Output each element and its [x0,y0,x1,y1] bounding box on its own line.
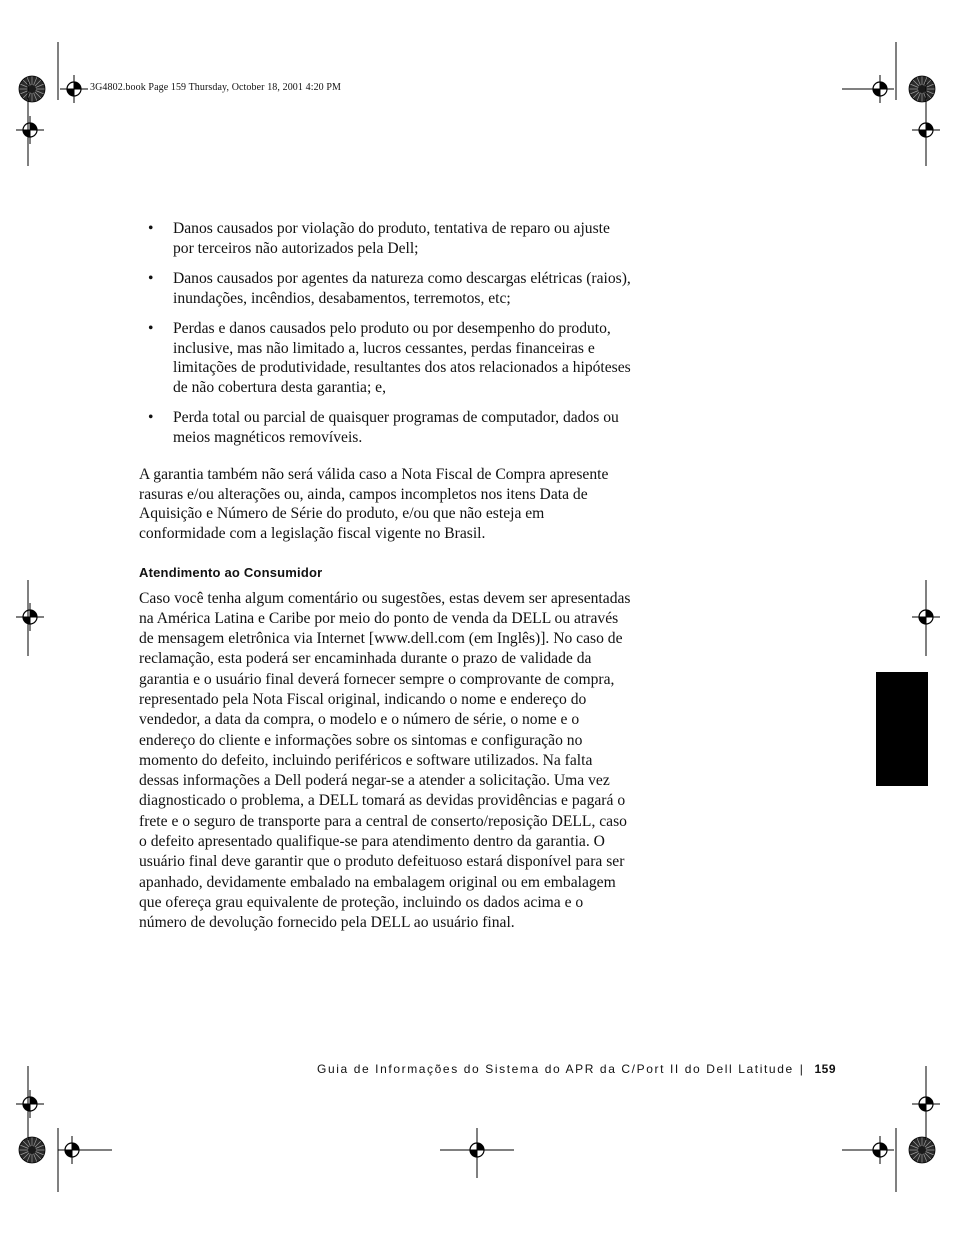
registration-starburst-top-right [909,76,935,102]
bullet-list [139,219,631,447]
crosshair-left-lower [16,1090,44,1118]
page-footer [317,1062,836,1076]
list-item-text: Danos causados por agentes da natureza como descargas elétricas (raios), inundações, incêndios, desabamentos, terremotos, etc; [173,270,631,307]
bullet-icon: • [148,220,154,237]
bullet-icon: • [148,409,154,426]
crosshair-left-upper [16,116,44,144]
list-item [139,408,631,447]
customer-service-paragraph: Caso você tenha algum comentário ou sugestões, estas devem ser apresentadas na América Latina e Caribe por meio do ponto de venda da DELL ou através de mensagem eletrônica via Internet [www.dell.com (em Inglês)]. No caso de reclamação, esta poderá ser encaminhada durante o prazo de validade da garantia e o usuário final deverá fornecer sempre o comprovante de compra, representado pela Nota Fiscal original, indicando o nome e endereço do vendedor, a data da compra, o modelo e o número de série, o nome e o endereço do cliente e informações sobre os sintomas e configuração no momento do defeito, incluindo periféricos e software utilizados. Na falta dessas informações a Dell poderá negar-se a atender a solicitação. Uma vez diagnosticado o problema, a DELL tomará as devidas providências e pagará o frete e o seguro de transporte para a central de conserto/reposição DELL, caso o defeito apresentado qualifique-se para atendimento dentro da garantia. O usuário final deve garantir que o produto defeituoso estará disponível para ser apanhado, devidamente embalado na embalagem original ou em embalagem que ofereça grau equivalente de proteção, incluindo os dados acima e o número de devolução fornecido pela DELL ao usuário final. [139,589,631,932]
bullet-icon: • [148,270,154,287]
section-heading: Atendimento ao Consumidor [139,565,323,580]
crosshair-top-left [60,75,88,103]
registration-starburst-top-left [19,76,45,102]
list-item [139,219,631,258]
registration-starburst-bottom-left [19,1137,45,1163]
page-number: 159 [814,1062,836,1076]
footer-title: Guia de Informações do Sistema do APR da C/Port II do Dell Latitude [317,1062,794,1076]
list-item-text: Perdas e danos causados pelo produto ou por desempenho do produto, inclusive, mas não limitado a, lucros cessantes, perdas financeiras e limitações de produtividade, resultantes dos atos relacionados a hipóteses de não cobertura desta garantia; e, [173,320,631,396]
footer-separator: | [799,1062,805,1076]
list-item [139,319,631,397]
print-header: 3G4802.book Page 159 Thursday, October 18, 2001 4:20 PM [90,82,342,93]
bullet-icon: • [148,320,154,337]
chapter-tab [876,672,928,786]
list-item [139,269,631,308]
registration-starburst-bottom-right [909,1137,935,1163]
list-item-text: Danos causados por violação do produto, tentativa de reparo ou ajuste por terceiros não autorizados pela Dell; [173,220,610,257]
page-content [139,219,631,934]
crosshair-left-mid [16,603,44,631]
warranty-paragraph: A garantia também não será válida caso a Nota Fiscal de Compra apresente rasuras e/ou alterações ou, ainda, campos incompletos nos itens Data de Aquisição e Número de Série do produto, e/ou que não esteja em conformidade com a legislação fiscal vigente no Brasil. [139,466,609,542]
list-item-text: Perda total ou parcial de quaisquer programas de computador, dados ou meios magnéticos removíveis. [173,409,619,446]
